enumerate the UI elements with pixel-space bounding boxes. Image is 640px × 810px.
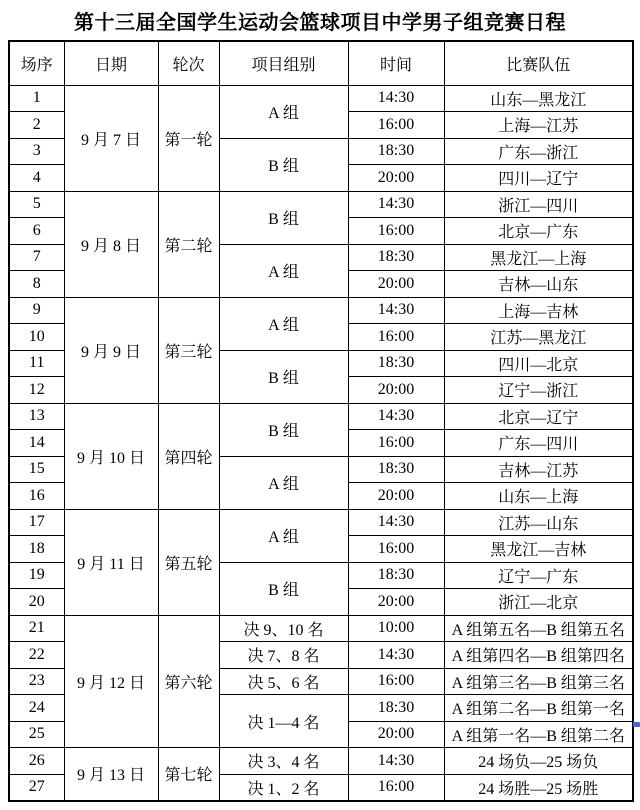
date-cell: 9 月 12 日 [64,615,158,748]
time-cell: 16:00 [348,324,444,351]
date-cell: 9 月 13 日 [64,748,158,801]
teams-cell: 浙江—四川 [444,191,633,218]
seq-cell: 14 [9,430,64,457]
seq-cell: 16 [9,483,64,510]
teams-cell: 上海—吉林 [444,297,633,324]
time-cell: 18:30 [348,138,444,165]
seq-cell: 20 [9,589,64,616]
date-cell: 9 月 11 日 [64,509,158,615]
teams-cell: 山东—上海 [444,483,633,510]
time-cell: 18:30 [348,695,444,722]
seq-cell: 10 [9,324,64,351]
round-cell: 第六轮 [158,615,219,748]
teams-cell: 辽宁—浙江 [444,377,633,404]
time-cell: 14:30 [348,297,444,324]
time-cell: 18:30 [348,456,444,483]
seq-cell: 27 [9,774,64,801]
teams-cell: 24 场负—25 场负 [444,748,633,775]
seq-cell: 11 [9,350,64,377]
group-cell: A 组 [219,456,348,509]
time-cell: 14:30 [348,642,444,669]
group-cell: A 组 [219,509,348,562]
date-cell: 9 月 10 日 [64,403,158,509]
teams-cell: 24 场胜—25 场胜 [444,774,633,801]
group-cell: 决 3、4 名 [219,748,348,775]
seq-cell: 2 [9,112,64,139]
seq-cell: 23 [9,668,64,695]
time-cell: 20:00 [348,271,444,298]
group-cell: A 组 [219,297,348,350]
table-row [9,85,633,112]
seq-cell: 25 [9,721,64,748]
time-cell: 20:00 [348,589,444,616]
header-time: 时间 [348,41,444,85]
time-cell: 18:30 [348,350,444,377]
time-cell: 16:00 [348,536,444,563]
table-row [9,191,633,218]
seq-cell: 15 [9,456,64,483]
time-cell: 16:00 [348,430,444,457]
seq-cell: 18 [9,536,64,563]
teams-cell: A 组第三名—B 组第三名 [444,668,633,695]
seq-cell: 21 [9,615,64,642]
round-cell: 第四轮 [158,403,219,509]
teams-cell: A 组第五名—B 组第五名 [444,615,633,642]
seq-cell: 9 [9,297,64,324]
group-cell: 决 9、10 名 [219,615,348,642]
time-cell: 18:30 [348,244,444,271]
table-row [9,297,633,324]
seq-cell: 22 [9,642,64,669]
header-row [9,41,633,85]
round-cell: 第五轮 [158,509,219,615]
group-cell: 决 1、2 名 [219,774,348,801]
time-cell: 14:30 [348,85,444,112]
group-cell: B 组 [219,350,348,403]
table-row [9,615,633,642]
round-cell: 第一轮 [158,85,219,191]
round-cell: 第七轮 [158,748,219,801]
header-round: 轮次 [158,41,219,85]
table-row [9,403,633,430]
table-row [9,509,633,536]
time-cell: 16:00 [348,218,444,245]
teams-cell: 广东—四川 [444,430,633,457]
teams-cell: 北京—广东 [444,218,633,245]
header-group: 项目组别 [219,41,348,85]
teams-cell: 吉林—山东 [444,271,633,298]
time-cell: 14:30 [348,748,444,775]
header-seq: 场序 [9,41,64,85]
schedule-body [9,85,633,801]
teams-cell: A 组第二名—B 组第一名 [444,695,633,722]
seq-cell: 1 [9,85,64,112]
seq-cell: 24 [9,695,64,722]
time-cell: 18:30 [348,562,444,589]
teams-cell: A 组第四名—B 组第四名 [444,642,633,669]
time-cell: 14:30 [348,403,444,430]
seq-cell: 17 [9,509,64,536]
teams-cell: 江苏—黑龙江 [444,324,633,351]
teams-cell: 山东—黑龙江 [444,85,633,112]
teams-cell: 黑龙江—上海 [444,244,633,271]
seq-cell: 8 [9,271,64,298]
seq-cell: 6 [9,218,64,245]
time-cell: 16:00 [348,668,444,695]
teams-cell: 上海—江苏 [444,112,633,139]
time-cell: 10:00 [348,615,444,642]
schedule-table [8,40,634,802]
time-cell: 20:00 [348,165,444,192]
group-cell: B 组 [219,403,348,456]
seq-cell: 5 [9,191,64,218]
time-cell: 16:00 [348,774,444,801]
teams-cell: 吉林—江苏 [444,456,633,483]
time-cell: 20:00 [348,721,444,748]
schedule-header [9,41,633,85]
date-cell: 9 月 7 日 [64,85,158,191]
date-cell: 9 月 9 日 [64,297,158,403]
seq-cell: 4 [9,165,64,192]
seq-cell: 19 [9,562,64,589]
teams-cell: A 组第一名—B 组第二名 [444,721,633,748]
seq-cell: 13 [9,403,64,430]
header-teams: 比赛队伍 [444,41,633,85]
date-cell: 9 月 8 日 [64,191,158,297]
page-title: 第十三届全国学生运动会篮球项目中学男子组竞赛日程 [74,12,566,34]
seq-cell: 3 [9,138,64,165]
teams-cell: 四川—北京 [444,350,633,377]
teams-cell: 北京—辽宁 [444,403,633,430]
seq-cell: 12 [9,377,64,404]
seq-cell: 7 [9,244,64,271]
group-cell: B 组 [219,191,348,244]
group-cell: 决 1—4 名 [219,695,348,748]
group-cell: A 组 [219,244,348,297]
teams-cell: 江苏—山东 [444,509,633,536]
round-cell: 第二轮 [158,191,219,297]
teams-cell: 浙江—北京 [444,589,633,616]
time-cell: 16:00 [348,112,444,139]
teams-cell: 黑龙江—吉林 [444,536,633,563]
teams-cell: 四川—辽宁 [444,165,633,192]
group-cell: B 组 [219,562,348,615]
header-date: 日期 [64,41,158,85]
table-row [9,748,633,775]
time-cell: 20:00 [348,483,444,510]
group-cell: B 组 [219,138,348,191]
teams-cell: 辽宁—广东 [444,562,633,589]
seq-cell: 26 [9,748,64,775]
group-cell: 决 7、8 名 [219,642,348,669]
group-cell: 决 5、6 名 [219,668,348,695]
time-cell: 20:00 [348,377,444,404]
time-cell: 14:30 [348,191,444,218]
blue-mark-artifact [633,722,640,727]
round-cell: 第三轮 [158,297,219,403]
time-cell: 14:30 [348,509,444,536]
group-cell: A 组 [219,85,348,138]
teams-cell: 广东—浙江 [444,138,633,165]
